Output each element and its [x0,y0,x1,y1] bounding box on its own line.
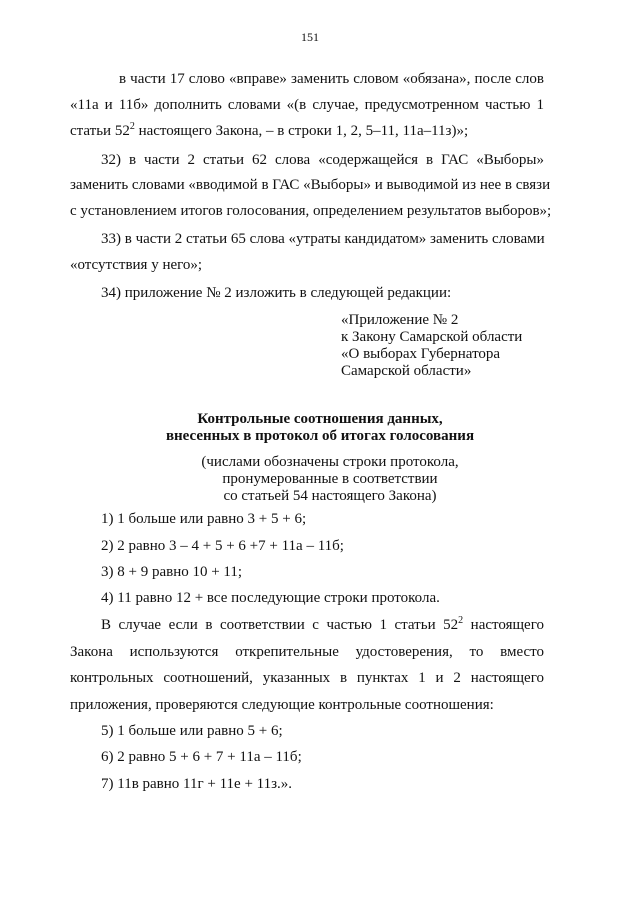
note-line-3: со статьей 54 настоящего Закона) [223,488,437,504]
amendment-17-line-3 [70,122,468,140]
item-33-line-1: 33) в части 2 статьи 65 слова «утраты кандидатом» заменить словами [101,231,545,247]
ratio-item-5: 5) 1 больше или равно 5 + 6; [101,723,283,739]
ratio-item-7: 7) 11в равно 11г + 11е + 11з.». [101,776,293,792]
appendix-line-4: Самарской области» [341,363,472,379]
item-33-line-2: «отсутствия у него»; [70,257,203,273]
detachment-paragraph-line-1 [101,616,544,634]
ratio-item-3: 3) 8 + 9 равно 10 + 11; [101,564,243,580]
item-32-line-3: с установлением итогов голосования, определением результатов выборов»; [70,203,552,219]
ratio-item-6: 6) 2 равно 5 + 6 + 7 + 11а – 11б; [101,749,302,765]
detachment-paragraph-line-3: контрольных соотношений, указанных в пунктах 1 и 2 настоящего [70,670,544,686]
article-superscript-2: 2 [458,615,464,626]
note-line-2: пронумерованные в соответствии [222,471,438,487]
amendment-17-line-1: в части 17 слово «вправе» заменить словом «обязана», после слов [119,71,544,87]
amendment-17-line-2: «11а и 11б» дополнить словами «(в случае, предусмотренном частью 1 [70,97,544,113]
item-32-line-1: 32) в части 2 статьи 62 слова «содержащейся в ГАС «Выборы» [101,152,544,168]
ratio-item-2: 2) 2 равно 3 – 4 + 5 + 6 +7 + 11а – 11б; [101,538,344,554]
page-number: 151 [301,30,319,44]
item-34: 34) приложение № 2 изложить в следующей редакции: [101,285,452,301]
detachment-paragraph-line-4: приложения, проверяются следующие контрольные соотношения: [70,697,494,713]
article-superscript: 2 [129,121,135,132]
section-heading-line-1: Контрольные соотношения данных, [197,411,443,427]
detachment-paragraph-line-1-a: В случае если в соответствии с частью 1 статьи 52 [101,617,459,633]
appendix-line-3: «О выборах Губернатора [341,346,501,362]
ratio-item-1: 1) 1 больше или равно 3 + 5 + 6; [101,511,307,527]
amendment-17-line-3-a: статьи 52 [70,123,130,139]
note-line-1: (числами обозначены строки протокола, [201,454,459,470]
ratio-item-4: 4) 11 равно 12 + все последующие строки протокола. [101,590,440,606]
detachment-paragraph-line-1-b: настоящего [463,617,544,633]
item-32-line-2: заменить словами «вводимой в ГАС «Выборы» и выводимой из нее в связи [70,177,551,193]
amendment-17-line-3-b: настоящего Закона, – в строки 1, 2, 5–11, 11а–11з)»; [134,123,469,139]
detachment-paragraph-line-2: Закона используются открепительные удостоверения, то вместо [70,644,544,660]
appendix-line-2: к Закону Самарской области [341,329,523,345]
appendix-line-1: «Приложение № 2 [341,312,459,328]
section-heading-line-2: внесенных в протокол об итогах голосования [165,428,475,444]
